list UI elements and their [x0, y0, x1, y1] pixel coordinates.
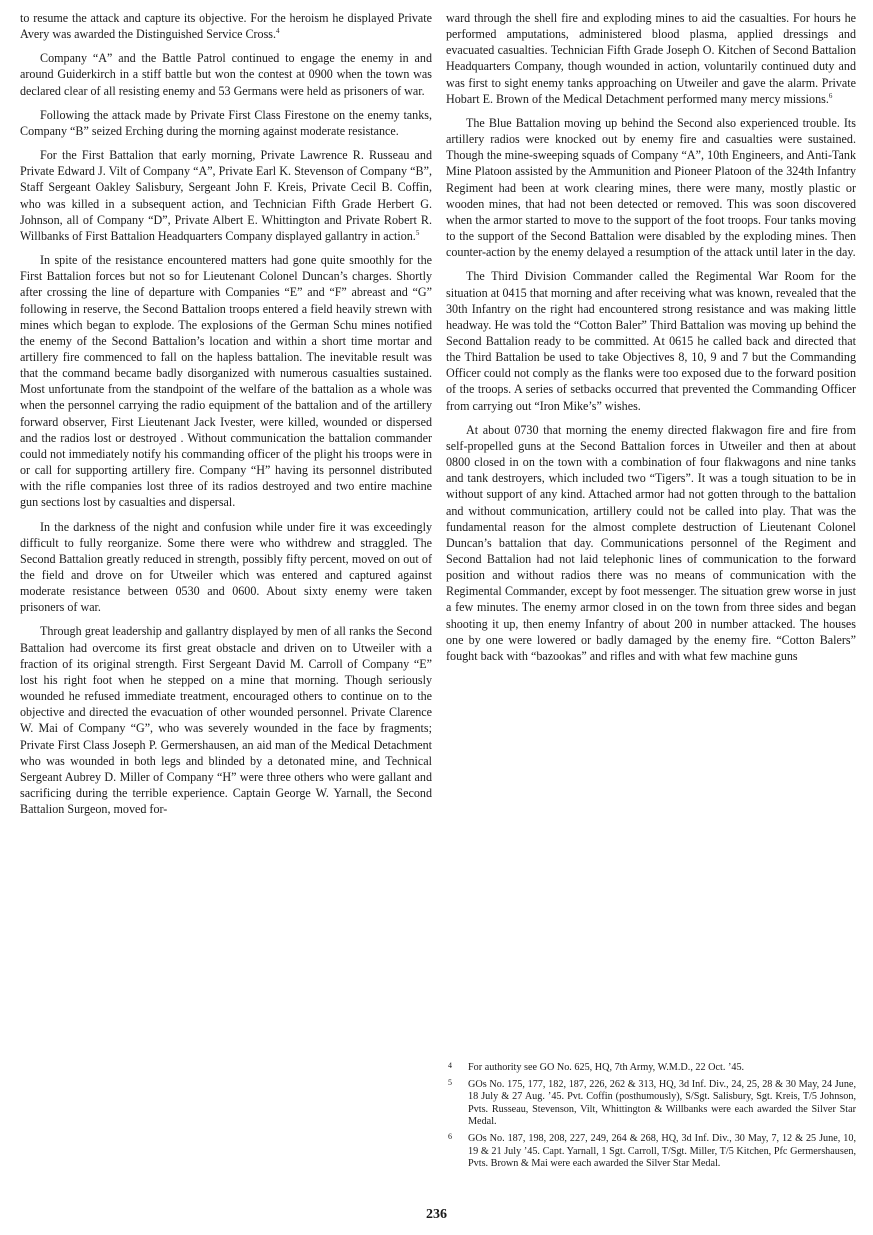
footnote-ref: 6: [828, 91, 833, 100]
footnote-text: GOs No. 187, 198, 208, 227, 249, 264 & 268, HQ, 3d Inf. Div., 30 May, 7, 12 & 25 June, 10, 19 & 21 July ’45. Capt. Yarnall, 1 Sgt. Carroll, T/Sgt. Miller, T/5 Kitchen, Pfc Germershausen, Pvts. Brown & Mai were each awarded the Silver Star Medal.: [468, 1132, 856, 1170]
paragraph: to resume the attack and capture its objective. For the heroism he displayed Private Avery was awarded the Distinguished Service Cross.$^4$: [20, 11, 432, 42]
left-column: [20, 10, 432, 825]
footnotes: [446, 1062, 856, 1175]
footnote: [446, 1062, 856, 1075]
paragraph: In the darkness of the night and confusion while under fire it was exceedingly difficult to fully reorganize. Some there were who withdrew and straggled. The Second Battalion greatly reduced in strength, possibly fifty percent, moved on out of the field and drove on for Utweiler which was entered and captured against moderate resistance between 0530 and 0600. About sixty enemy were taken prisoners of war.: [20, 519, 432, 615]
right-column: [446, 10, 856, 672]
footnote-number: 5: [448, 1077, 452, 1087]
paragraph: In spite of the resistance encountered matters had gone quite smoothly for the First Battalion forces but not so for Lieutenant Colonel Duncan’s charges. Shortly after crossing the line of departure with Companies “E” and “F” abreast and “G” following in reserve, the Second Battalion troops entered a field heavily strewn with mines which began to explode. The explosions of the German Schu mines notified the enemy of the Second Battalion’s location and within a short time mortar and artillery fire commenced to fall on the hapless battalion. The inevitable result was that the command became badly disorganized with numerous casualties sustained. Most unfortunate from the standpoint of the welfare of the battalion as a whole was when the personnel carrying the radio equipment of the battalion and of the artillery forward observer, First Lieutenant Jack Ivester, were killed, wounded or dispersed and the radios lost or destroyed . Without communication the battalion commander could not immediately notify his commanding officer of the plight his troops were in or call for supporting artillery fire. Company “H” having its personnel distributed with the rifle companies lost three of its radios destroyed and two entire machine gun sections lost by casualties and dispersal.: [20, 253, 432, 510]
paragraph: The Third Division Commander called the Regimental War Room for the situation at 0415 that morning and after receiving what was known, revealed that the 30th Infantry on the right had encountered strong resistance and was making little headway. He was told the “Cotton Baler” Third Battalion was moving up behind the Second Battalion ready to be committed. At 0615 he called back and directed that the Third Battalion be used to take Objectives 8, 10, 9 and 7 but the Commanding Officer could not comply as the flanks were too exposed due to the forward position of the troops. A series of setbacks occurred that prevented the Commanding Officer from carrying out “Iron Mike’s” wishes.: [446, 269, 856, 413]
footnote-number: 6: [448, 1131, 452, 1141]
paragraph: The Blue Battalion moving up behind the Second also experienced trouble. Its artillery radios were knocked out by enemy fire and casualties were sustained. Though the mine-sweeping squads of Company “A”, 10th Engineers, and Anti-Tank Mine Platoon assisted by the Ammunition and Pioneer Platoon of the 324th Infantry Regiment had been at work clearing mines, there were many, mostly plastic or wooden mines, that had not been detected or removed. This was soon discovered when the armor started to move to the support of the foot troops. Four tanks moving to the support of the Second Battalion were disabled by the exploding mines. Then counter-action by the enemy delayed a resumption of the attack until later in the day.: [446, 115, 856, 260]
paragraph: Through great leadership and gallantry displayed by men of all ranks the Second Battalion had overcome its first great obstacle and driven on to Utweiler with a fraction of its original strength. First Sergeant David M. Carroll of Company “E” lost his right foot when he stepped on a mine that morning. Though seriously wounded he refused immediate treatment, encouraged others to continue on to the objective and directed the evacuation of other wounded personnel. Private Clarence W. Mai of Company “G”, who was severely wounded in the face by fragments; Private First Class Joseph P. Germershausen, an aid man of the Medical Detachment who was wounded in both legs and blinded by a detonated mine, and Technical Sergeant Aubrey D. Miller of Company “H” were three others who were gallant and sacrificing during the terrible experience. Captain George W. Yarnall, the Second Battalion Surgeon, moved for-: [20, 624, 432, 817]
footnote-number: 4: [448, 1061, 452, 1070]
footnote-ref: 5: [415, 228, 420, 237]
paragraph: ward through the shell fire and exploding mines to aid the casualties. For hours he performed amputations, administered blood plasma, applied dressings and evacuated casualties. Technician Fifth Grade Joseph O. Kitchen of Second Battalion Headquarters Company, though wounded in action, voluntarily continued duty and was first to sight enemy tanks approaching on Utweiler and gave the alarm. Private Hobart E. Brown of the Medical Detachment performed many mercy missions.$^6$: [446, 11, 856, 106]
page-number: 236: [426, 1207, 447, 1222]
footnote-text: GOs No. 175, 177, 182, 187, 226, 262 & 313, HQ, 3d Inf. Div., 24, 25, 28 & 30 May, 24 June, 18 July & 27 Aug. ’45. Pvt. Coffin (posthumously), S/Sgt. Salisbury, Sgt. Kreis, T/5 Johnson, Pvts. Russeau, Stevenson, Vilt, Whittington & Willbanks were each awarded the Silver Star Medal.: [468, 1078, 856, 1128]
paragraph: For the First Battalion that early morning, Private Lawrence R. Russeau and Private Edward J. Vilt of Company “A”, Private Earl K. Stevenson of Company “B”, Staff Sergeant Oakley Salisbury, Sergeant John F. Kreis, Private Cecil B. Coffin, who was killed in a subsequent action, and Technician Fifth Grade Herbert G. Johnson, all of Company “D”, Private Albert E. Whittington and Private Robert R. Willbanks of First Battalion Headquarters Company displayed gallantry in action.$^5$: [20, 148, 432, 243]
footnote: [446, 1133, 856, 1171]
footnote-text: For authority see GO No. 625, HQ, 7th Army, W.M.D., 22 Oct. ’45.: [468, 1062, 745, 1073]
footnote: [446, 1079, 856, 1129]
footnote-ref: 4: [276, 27, 280, 36]
paragraph: Following the attack made by Private First Class Firestone on the enemy tanks, Company “B” seized Erching during the morning against moderate resistance.: [20, 107, 432, 138]
paragraph: At about 0730 that morning the enemy directed flakwagon fire and fire from self-propelled guns at the Second Battalion forces in Utweiler and then at about 0800 closed in on the town with a combination of four flakwagons and nine tanks and tank destroyers, which included two “Tigers”. It was a tough situation to be in without support of any kind. Attached armor had not gotten through to the battalion and without communication, artillery could not be called into play. That was the fundamental reason for the almost complete destruction of Lieutenant Colonel Duncan’s battalion that day. Communications personnel of the Regiment and Second Battalion had not laid telephonic lines of communication to the forward position and without radios there was no means of communication with the Regimental Commander, except by foot messenger. The situation grew worse in just a few minutes. The enemy armor closed in on the town from three sides and began shooting it up, then enemy Infantry of about 200 in number attacked. The houses one by one were lowered or badly damaged by the enemy fire. “Cotton Balers” fought back with “bazookas” and rifles and with what few machine guns: [446, 422, 856, 663]
paragraph: Company “A” and the Battle Patrol continued to engage the enemy in and around Guiderkirch in a stiff battle but won the contest at 0900 when the town was declared clear of all resisting enemy and 53 Germans were held as prisoners of war.: [20, 51, 432, 98]
